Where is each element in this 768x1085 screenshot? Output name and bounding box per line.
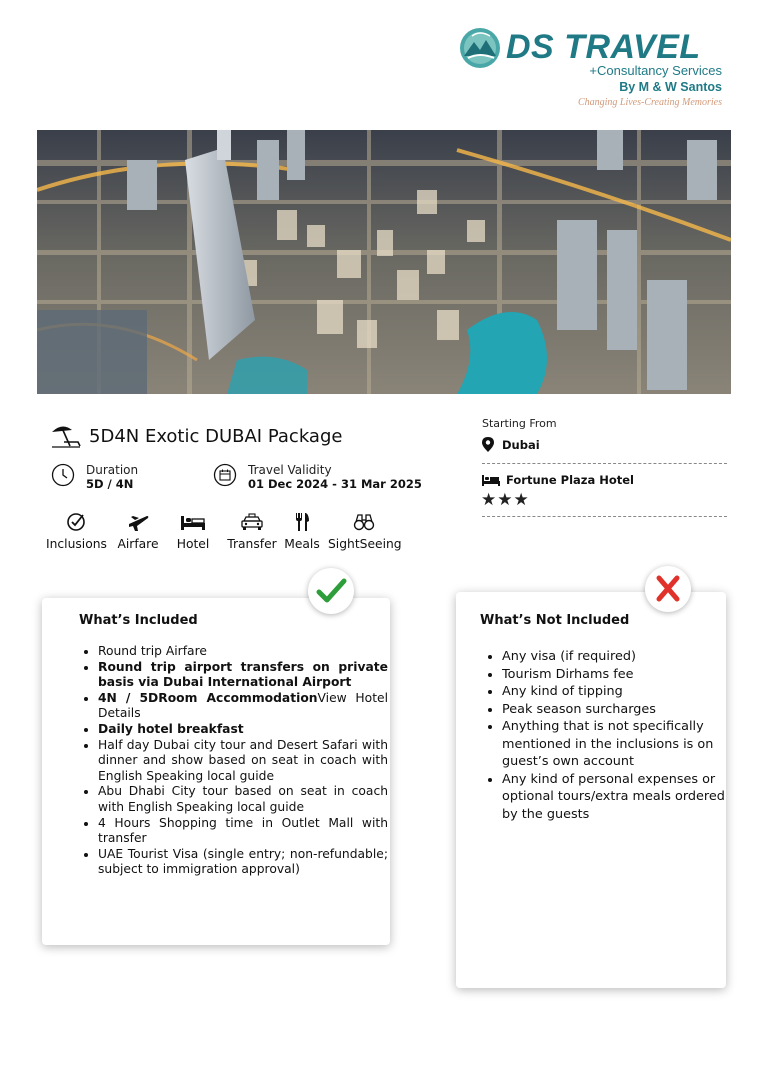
- hotel-name: Fortune Plaza Hotel: [506, 473, 634, 487]
- feature-sightseeing: [328, 512, 400, 551]
- starting-from-label: Starting From: [482, 417, 557, 430]
- list-item: • Any visa (if required): [502, 648, 727, 666]
- feature-transfer: [226, 512, 278, 551]
- bed-icon: [482, 474, 500, 487]
- list-item: • Abu Dhabi City tour based on seat in coach with English Speaking local guide: [98, 784, 388, 815]
- duration-value: 5D / 4N: [86, 477, 134, 491]
- included-list: [80, 644, 388, 878]
- list-item: • Any kind of personal expenses or optional tours/extra meals ordered by the guests: [502, 771, 727, 824]
- binoculars-icon: [353, 512, 375, 532]
- brand-tagline: Changing Lives-Creating Memories: [577, 97, 722, 108]
- taxi-icon: [240, 512, 264, 532]
- list-item: • Round trip Airfare: [98, 644, 388, 660]
- package-title: 5D4N Exotic DUBAI Package: [89, 425, 343, 447]
- feature-label: Airfare: [117, 537, 159, 551]
- feature-inclusions: [46, 512, 106, 551]
- starting-from-block: [482, 417, 728, 452]
- map-pin-icon: [482, 437, 494, 452]
- duration-label: Duration: [86, 463, 139, 477]
- list-item: • 4 Hours Shopping time in Outlet Mall with transfer: [98, 816, 388, 847]
- list-item: • Round trip airport transfers on private basis via Dubai International Airport: [98, 660, 388, 691]
- list-item: • Any kind of tipping: [502, 683, 727, 701]
- list-item: • UAE Tourist Visa (single entry; non-refundable; subject to immigration approval): [98, 847, 388, 878]
- validity-block: [213, 463, 422, 491]
- list-item: • Anything that is not specifically mentioned in the inclusions is on guest’s own account: [502, 718, 727, 771]
- fork-knife-icon: [293, 512, 311, 532]
- list-item: • Peak season surcharges: [502, 701, 727, 719]
- not-included-list: [484, 648, 727, 823]
- dubai-skyline-photo: [37, 130, 731, 394]
- hotel-block: [482, 473, 634, 487]
- not-included-badge: [645, 566, 691, 612]
- brand-name: DS TRAVEL: [506, 28, 701, 66]
- check-circle-icon: [66, 512, 86, 532]
- feature-label: Hotel: [176, 537, 210, 551]
- not-included-title: What’s Not Included: [480, 613, 630, 628]
- included-title: What’s Included: [79, 613, 198, 628]
- validity-value: 01 Dec 2024 - 31 Mar 2025: [248, 477, 422, 491]
- brand-subtitle: +Consultancy Services: [589, 63, 722, 78]
- starting-location: Dubai: [502, 437, 540, 452]
- included-badge: [308, 568, 354, 614]
- brand-logo: [456, 22, 746, 117]
- feature-label: Meals: [284, 537, 320, 551]
- bed-icon: [180, 512, 206, 532]
- divider: [482, 463, 727, 464]
- checkmark-icon: [308, 568, 354, 614]
- validity-label: Travel Validity: [248, 463, 332, 477]
- globe-logo-icon: [458, 26, 502, 70]
- not-included-card: [456, 592, 726, 988]
- clock-icon: [51, 463, 75, 487]
- feature-meals: [284, 512, 320, 551]
- brand-by: By M & W Santos: [619, 80, 722, 94]
- package-title-row: [50, 422, 342, 450]
- list-item: • Tourism Dirhams fee: [502, 666, 727, 684]
- beach-umbrella-icon: [50, 422, 82, 450]
- airplane-icon: [127, 512, 149, 532]
- feature-label: SightSeeing: [328, 537, 402, 551]
- feature-label: Inclusions: [46, 537, 107, 551]
- hotel-star-rating: ★★★: [481, 490, 530, 510]
- divider: [482, 516, 727, 517]
- feature-icons: [46, 512, 406, 552]
- feature-hotel: [172, 512, 214, 551]
- list-item: • Daily hotel breakfast: [98, 722, 388, 738]
- duration-block: [51, 463, 138, 491]
- list-item: • Half day Dubai city tour and Desert Safari with dinner and show based on seat in coach with English Speaking local guide: [98, 738, 388, 785]
- cross-icon: [645, 566, 691, 612]
- feature-airfare: [116, 512, 160, 551]
- included-card: [42, 598, 390, 945]
- feature-label: Transfer: [227, 537, 277, 551]
- list-item: • 4N / 5DRoom AccommodationView Hotel Details: [98, 691, 388, 722]
- calendar-icon: [213, 463, 237, 487]
